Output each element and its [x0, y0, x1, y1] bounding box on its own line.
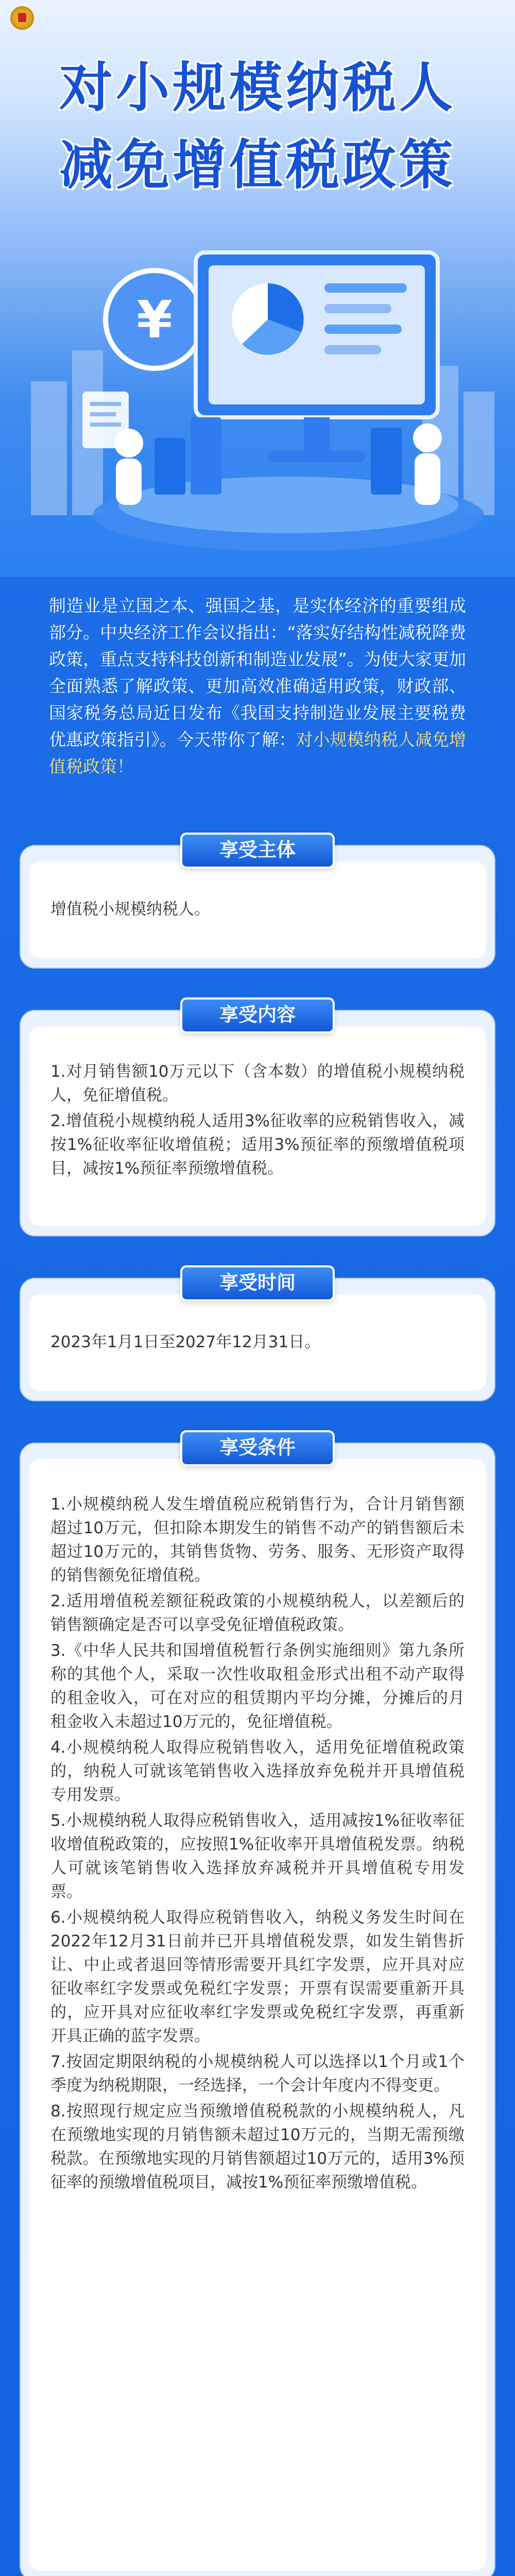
body-line: 增值税小规模纳税人。 [50, 900, 210, 919]
section-body [50, 1493, 465, 2194]
body-line: 3.《中华人民共和国增值税暂行条例实施细则》第九条所称的其他个人，采取一次性收取租金形式出租不动产取得的租金收入，可在对应的租赁期内平均分摊，分摊后的月租金收入未超过10万元的，免征增值税。 [50, 1641, 465, 1731]
tax-emblem-icon [10, 6, 34, 30]
section-subject [20, 839, 495, 969]
body-line: 7.按固定期限纳税的小规模纳税人可以选择以1个月或1个季度为纳税期限，一经选择，一个会计年度内不得变更。 [50, 2053, 465, 2095]
body-line: 2.适用增值税差额征税政策的小规模纳税人，以差额后的销售额确定是否可以享受免征增值税政策。 [50, 1592, 465, 1634]
section-title: 享受内容 [180, 997, 335, 1033]
section-time [20, 1272, 495, 1401]
hero-illustration [0, 196, 515, 567]
body-line: 5.小规模纳税人取得应税销售收入，适用减按1%征收率征收增值税政策的，应按照1%征收率开具增值税发票。纳税人可就该笔销售收入选择放弃减税并开具增值税专用发票。 [50, 1811, 465, 1901]
section-title: 享受时间 [180, 1265, 335, 1301]
section-body [50, 897, 465, 921]
body-line: 8.按照现行规定应当预缴增值税税款的小规模纳税人，凡在预缴地实现的月销售额未超过10万元的，当期无需预缴税款。在预缴地实现的月销售额超过10万元的，适用3%预征率的预缴增值税项目，减按1%预征率预缴增值税。 [50, 2102, 465, 2192]
section-body [50, 1060, 465, 1180]
body-line: 1.小规模纳税人发生增值税应税销售行为，合计月销售额超过10万元，但扣除本期发生的销售不动产的销售额后未超过10万元的，其销售货物、劳务、服务、无形资产取得的销售额免征增值税。 [50, 1495, 465, 1585]
section-conditions [20, 1436, 495, 2576]
hero-title-line-2: 减免增值税政策 [59, 133, 456, 196]
body-line: 1.对月销售额10万元以下（含本数）的增值税小规模纳税人，免征增值税。 [50, 1062, 465, 1105]
body-line: 2.增值税小规模纳税人适用3%征收率的应税销售收入，减按1%征收率征收增值税；适用3%预征率的预缴增值税项目，减按1%预征率预缴增值税。 [50, 1112, 465, 1178]
intro-highlight: 对小规模纳税人减免增值税政策 [49, 730, 466, 776]
intro-paragraph [49, 592, 466, 780]
section-title: 享受主体 [180, 833, 335, 869]
body-line: 2023年1月1日至2027年12月31日。 [50, 1333, 321, 1351]
intro-text: 制造业是立国之本、强国之基，是实体经济的重要组成部分。中央经济工作会议指出：“落实好结构性减税降费政策，重点支持科技创新和制造业发展”。为使大家更加全面熟悉了解政策、更加高效准确适用政策，财政部、国家税务总局近日发布《我国支持制造业发展主要税费优惠政策指引》。今天带你了解： [49, 596, 466, 750]
hero-title-line-1: 对小规模纳税人 [59, 56, 456, 119]
section-title: 享受条件 [180, 1430, 335, 1466]
section-body [50, 1330, 465, 1354]
body-line: 6.小规模纳税人取得应税销售收入，纳税义务发生时间在2022年12月31日前并已开具增值税发票，如发生销售折让、中止或者退回等情形需要开具红字发票，应开具对应征收率红字发票或免税红字发票；开票有误需要重新开具的，应开具对应征收率红字发票或免税红字发票，再重新开具正确的蓝字发票。 [50, 1908, 465, 2045]
body-line: 4.小规模纳税人取得应税销售收入，适用免征增值税政策的，纳税人可就该笔销售收入选择放弃免税并开具增值税专用发票。 [50, 1738, 465, 1804]
hero-title [0, 49, 515, 204]
hero-banner [0, 0, 515, 577]
section-content [20, 1004, 495, 1236]
intro-end: ！ [117, 756, 134, 776]
svg-text:¥: ¥ [136, 290, 173, 350]
